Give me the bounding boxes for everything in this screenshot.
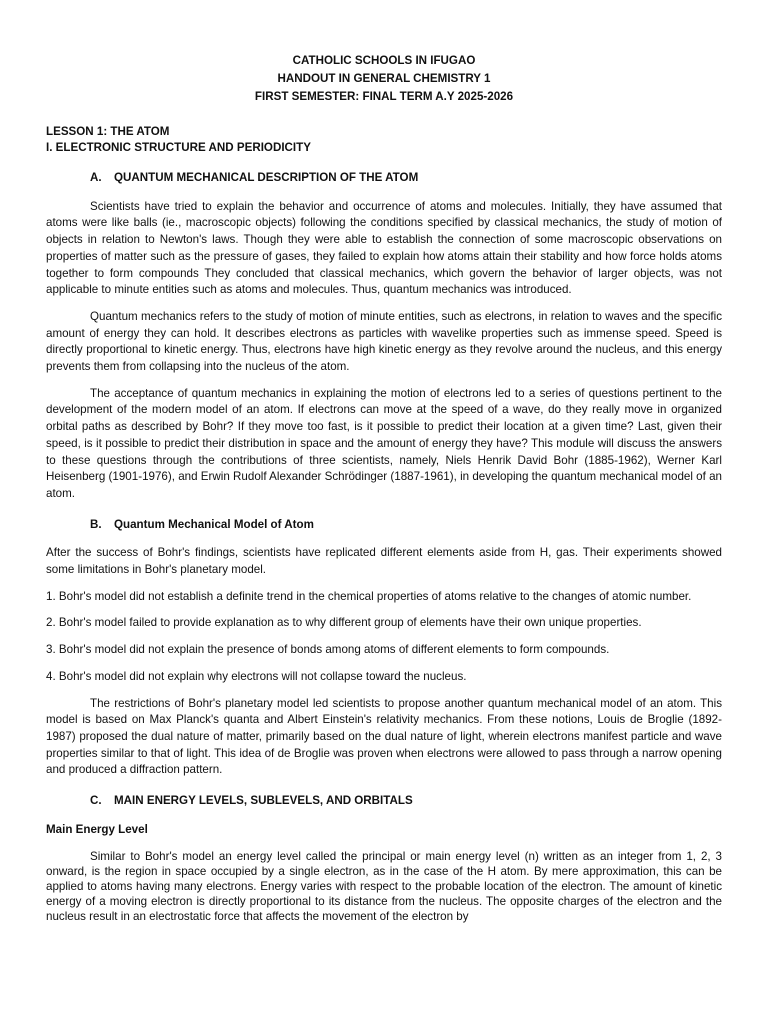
main-energy-level-heading: Main Energy Level <box>46 822 148 836</box>
lesson-subtitle: I. ELECTRONIC STRUCTURE AND PERIODICITY <box>46 141 311 154</box>
header-term: FIRST SEMESTER: FINAL TERM A.Y 2025-2026 <box>254 90 514 103</box>
header-subject: HANDOUT IN GENERAL CHEMISTRY 1 <box>277 72 491 85</box>
section-b-title: Quantum Mechanical Model of Atom <box>114 517 314 531</box>
section-a-title: QUANTUM MECHANICAL DESCRIPTION OF THE ATOM <box>114 171 419 184</box>
section-c-paragraph-1: Similar to Bohr's model an energy level called the principal or main energy level (n) written as an integer from 1, 2, 3 onward, is the region in space occupied by a single electron, as in the case of the H atom. By mere approximation, this can be applied to atoms having many electrons. Energy varies with respect to the probable location of the electron. The amount of kinetic energy of a moving electron is directly proportional to its distance from the nucleus. The opposite charges of the electron and the nucleus result in an electrostatic force that affects the movement of the electron by <box>46 849 722 923</box>
document-header <box>46 52 722 106</box>
list-item: 1. Bohr's model did not establish a definite trend in the chemical properties of atoms relative to the changes of atomic number. <box>46 589 692 603</box>
section-c-letter: C. <box>90 794 102 808</box>
list-item: 2. Bohr's model failed to provide explanation as to why different group of elements have their own unique properties. <box>46 616 642 630</box>
header-school: CATHOLIC SCHOOLS IN IFUGAO <box>292 54 476 67</box>
section-c-heading <box>90 793 722 810</box>
list-item: 4. Bohr's model did not explain why electrons will not collapse toward the nucleus. <box>46 669 467 683</box>
section-b-letter: B. <box>90 517 102 531</box>
section-a-paragraph-3: The acceptance of quantum mechanics in explaining the motion of electrons led to a series of questions pertinent to the development of the modern model of an atom. If electrons can move at the speed of a wave, do they really move in organized orbital paths as described by Bohr? If they move too fast, is it possible to predict their location at a given time? Last, given their speed, is it possible to predict their distribution in space and the amount of energy they have? This module will discuss the answers to these questions through the contributions of three scientists, namely, Niels Henrik David Bohr (1885-1962), Werner Karl Heisenberg (1901-1976), and Erwin Rudolf Alexander Schrödinger (1887-1961), in developing the quantum mechanical model of an atom. <box>46 386 722 500</box>
section-a-paragraph-2: Quantum mechanics refers to the study of motion of minute entities, such as electrons, in relation to waves and the specific amount of energy they can hold. It describes electrons as particles with wavelike properties such as immense speed. Speed is directly proportional to kinetic energy. Thus, electrons have high kinetic energy as they revolve around the nucleus, and this energy prevents them from collapsing into the nucleus of the atom. <box>46 309 722 374</box>
section-a-heading <box>90 170 722 187</box>
section-a-letter: A. <box>90 171 102 184</box>
lesson-title: LESSON 1: THE ATOM <box>46 125 170 138</box>
list-item: 3. Bohr's model did not explain the presence of bonds among atoms of different elements to form compounds. <box>46 643 610 657</box>
section-a-paragraph-1: Scientists have tried to explain the behavior and occurrence of atoms and molecules. Initially, they have assumed that atoms were like balls (ie., macroscopic objects) following the conditions specified by classical mechanics, the study of motion of objects in relation to Newton's laws. Though they were able to establish the connection of some macroscopic observations on properties of matter such as the pressure of gases, they failed to explain how atoms attain their stability and how force holds atoms together to form compounds They concluded that classical mechanics, which govern the behavior of larger objects, was not applicable to minute entities such as atoms and molecules. Thus, quantum mechanics was introduced. <box>46 199 722 297</box>
section-b-heading <box>90 517 722 534</box>
section-c-title: MAIN ENERGY LEVELS, SUBLEVELS, AND ORBITALS <box>114 794 413 808</box>
section-b-intro: After the success of Bohr's findings, scientists have replicated different elements aside from H, gas. Their experiments showed some limitations in Bohr's planetary model. <box>46 546 722 577</box>
section-b-paragraph: The restrictions of Bohr's planetary model led scientists to propose another quantum mechanical model of an atom. This model is based on Max Planck's quanta and Albert Einstein's relativity mechanics. From these notions, Louis de Broglie (1892-1987) proposed the dual nature of matter, primarily based on the dual nature of light, wherein electrons manifest particle and wave properties similar to that of light. This idea of de Broglie was proven when electrons were allowed to pass through a narrow opening and produced a diffraction pattern. <box>46 696 722 777</box>
